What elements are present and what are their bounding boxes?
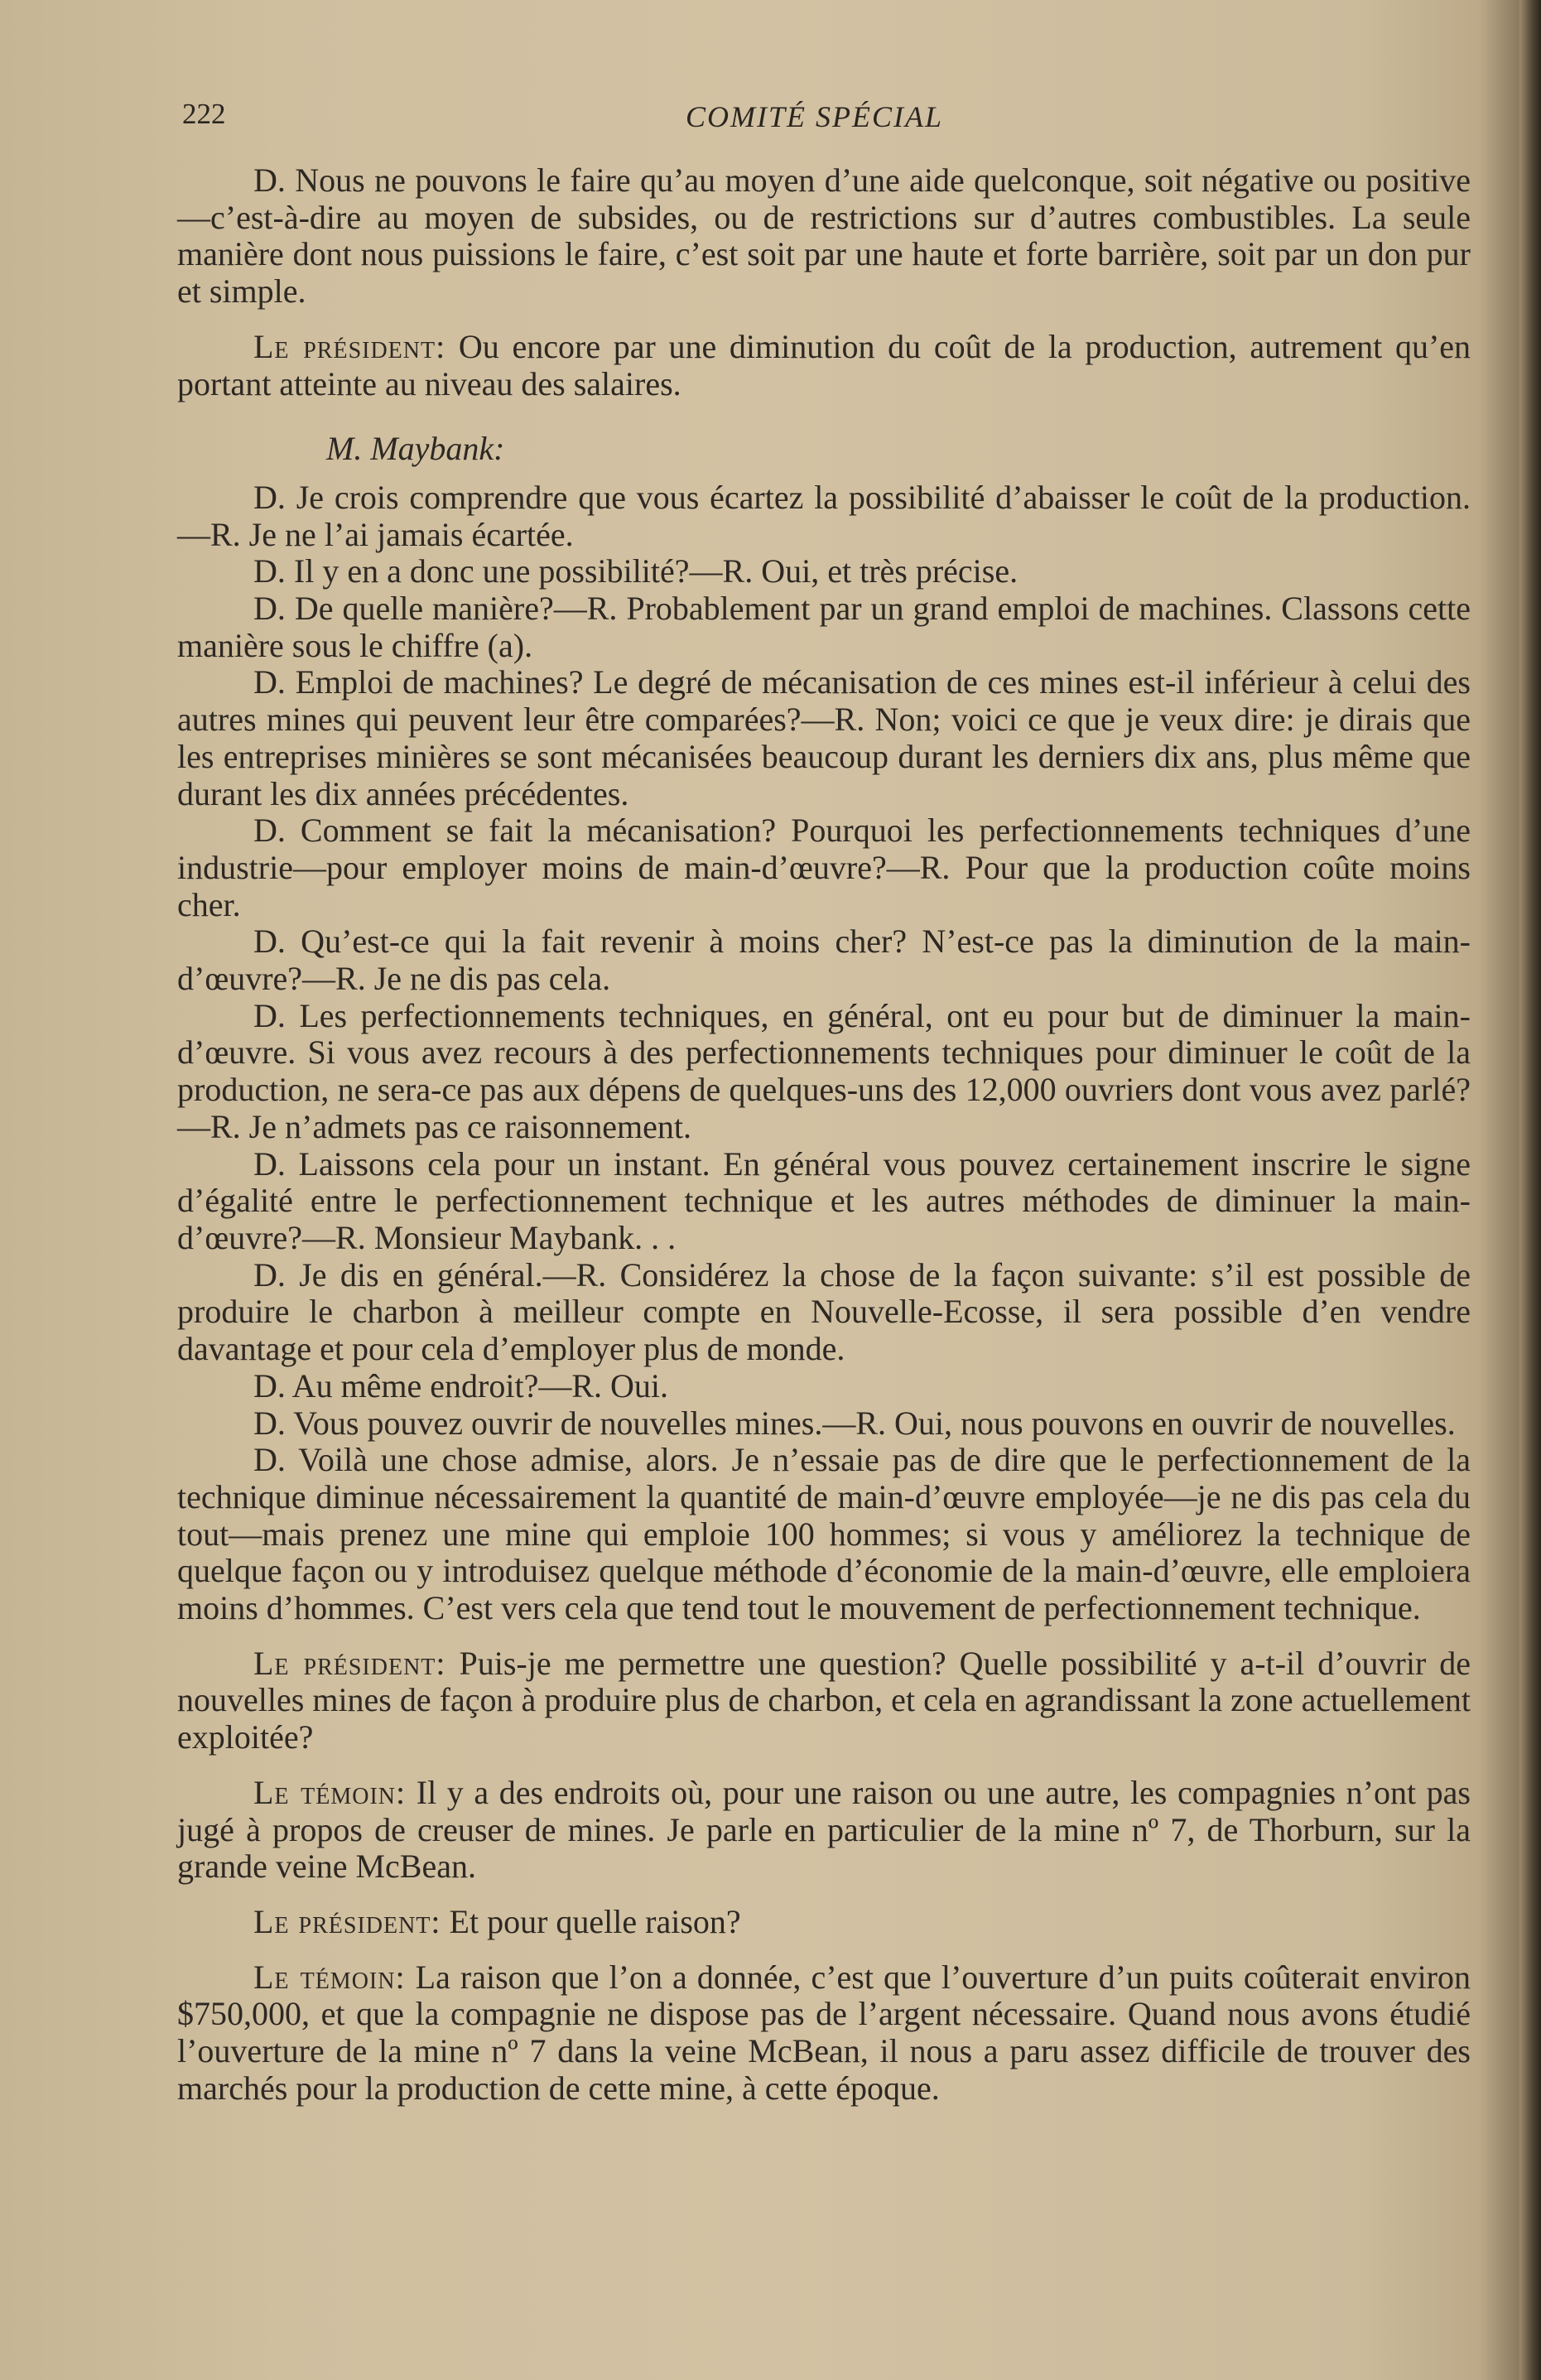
speaker-label: Le président: [253,327,446,365]
paragraph: D. Voilà une chose admise, alors. Je n’essaie pas de dire que le perfectionnement de la technique diminue nécessairement la quantité de main-d’œuvre employée—je ne dis pas cela du tout—mais prenez une mine qui emploie 100 hommes; si vous y améliorez la technique de quelque façon ou y introduisez quelque méthode d’économie de la main-d’œuvre, elle emploiera moins d’hommes. C’est vers cela que tend tout le mouvement de perfectionnement technique. [177,1441,1471,1627]
speaker-label: Le témoin: [253,1958,406,1996]
book-binding-edge [1519,0,1541,2380]
paragraph: D. Il y en a donc une possibilité?—R. Oui, et très précise. [253,552,1019,590]
speaker-label: Le président: [253,1644,446,1682]
paragraph: D. Laissons cela pour un instant. En général vous pouvez certainement inscrire le signe d’égalité entre le perfectionnement technique et les autres méthodes de diminuer la main-d’œuvre?—R. Monsieur Maybank. . . [177,1144,1471,1256]
paragraph: D. Au même endroit?—R. Oui. [253,1366,669,1404]
paragraph: D. De quelle manière?—R. Probablement par un grand emploi de machines. Classons cette manière sous le chiffre (a). [177,590,1471,664]
page-header [177,98,1469,147]
paragraph: D. Nous ne pouvons le faire qu’au moyen d’une aide quelconque, soit négative ou positive—c’est-à-dire au moyen de subsides, ou de restrictions sur d’autres combustibles. La seule manière dont nous puissions le faire, c’est soit par une haute et forte barrière, soit par un don pur et simple. [177,161,1471,311]
paragraph [177,1645,1471,1756]
paragraph [177,1904,1471,1941]
paragraph: D. Emploi de machines? Le degré de mécanisation de ces mines est-il inférieur à celui des autres mines qui peuvent leur être comparées?—R. Non; voici ce que je veux dire: je dirais que les entreprises minières se sont mécanisées beaucoup durant les derniers dix ans, plus même que durant les dix années précédentes. [177,663,1471,812]
paragraph: D. Je dis en général.—R. Considérez la chose de la façon suivante: s’il est possible de produire le charbon à meilleur compte en Nouvelle-Ecosse, il sera possible d’en vendre davantage et pour cela d’employer plus de monde. [177,1255,1471,1368]
speaker-label: Le témoin: [253,1773,407,1811]
speaker-label: Le président: [253,1902,441,1940]
paragraph-text: Et pour quelle raison? [449,1902,741,1940]
paragraph-text: La raison que l’on a donnée, c’est que l’ouverture d’un puits coûterait environ $750,000, et que la compagnie ne dispose pas de l’argent nécessaire. Quand nous avons étudié l’ouverture de la mine nº 7 dans la veine McBean, il nous a paru assez difficile de trouver des marchés pour la production de cette mine, à cette époque. [177,1958,1471,2107]
paragraph [177,1775,1471,1886]
paragraph: D. Je crois comprendre que vous écartez la possibilité d’abaisser le coût de la production.—R. Je ne l’ai jamais écartée. [177,478,1471,553]
page-number: 222 [182,98,226,130]
paragraph: D. Qu’est-ce qui la fait revenir à moins cher? N’est-ce pas la diminution de la main-d’œuvre?—R. Je ne dis pas cela. [177,923,1471,998]
paragraph [177,1959,1471,2108]
paragraph: D. Vous pouvez ouvrir de nouvelles mines.—R. Oui, nous pouvons en ouvrir de nouvelles. [253,1404,1456,1442]
running-title: COMITÉ SPÉCIAL [686,100,943,133]
paragraph-text: Il y a des endroits où, pour une raison ou une autre, les compagnies n’ont pas jugé à propos de creuser de mines. Je parle en particulier de la mine nº 7, de Thorburn, sur la grande veine McBean. [177,1773,1471,1886]
speaker-heading: M. Maybank: [326,430,505,468]
paragraph-text: Ou encore par une diminution du coût de la production, autrement qu’en portant atteinte au niveau des salaires. [177,327,1471,402]
paragraph-text: Puis-je me permettre une question? Quelle possibilité y a-t-il d’ouvrir de nouvelles mines de façon à produire plus de charbon, et cela en agrandissant la zone actuellement exploitée? [177,1644,1471,1756]
paragraph: D. Comment se fait la mécanisation? Pourquoi les perfectionnements techniques d’une industrie—pour employer moins de main-d’œuvre?—R. Pour que la production coûte moins cher. [177,812,1471,923]
paragraph: D. Les perfectionnements techniques, en général, ont eu pour but de diminuer la main-d’œuvre. Si vous avez recours à des perfectionnements techniques pour diminuer le coût de la production, ne sera-ce pas aux dépens de quelques-uns des 12,000 ouvriers dont vous avez parlé?—R. Je n’admets pas ce raisonnement. [177,996,1471,1145]
page-body [177,162,1471,2107]
paragraph [177,329,1471,402]
